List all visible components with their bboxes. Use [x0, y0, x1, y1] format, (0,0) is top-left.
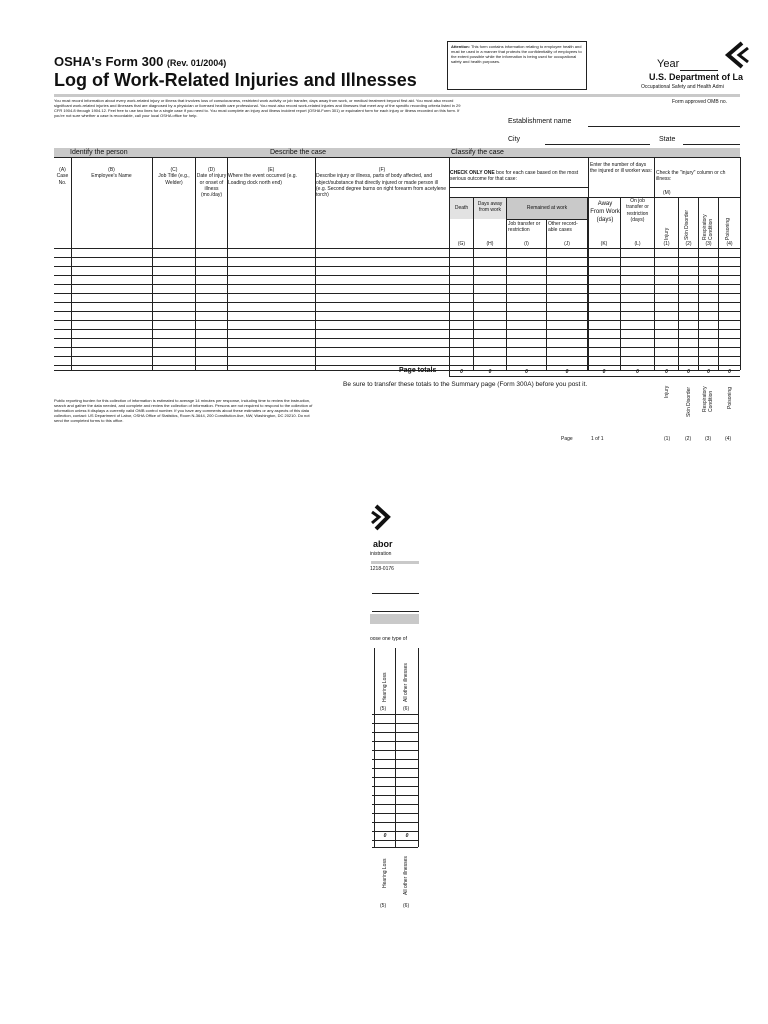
overflow-row-line — [372, 732, 418, 733]
footer-num-1: (1) — [664, 436, 671, 442]
omb-label: Form approved OMB no. — [672, 99, 728, 105]
overflow-labor: abor — [373, 539, 393, 549]
attention-text — [451, 44, 583, 64]
col-g-label: Death — [454, 205, 469, 211]
col-e-header — [228, 167, 314, 186]
row-line — [54, 275, 740, 276]
col-m-letter: (M) — [663, 190, 671, 196]
totals-line — [449, 376, 740, 377]
total-i: 0 — [525, 369, 528, 375]
intro-text: You must record information about every work-related injury or illness that involves loss of consciousness, restricted work activity or job transfer, days away from work, or medical treatment beyond first aid. You must also record significant work-related injuries and illnesses that are diagnosed by a physician or licensed health care professional. You must also record work-related injuries and illnesses that meet any of the specific recording criteria listed in 29 CFR 1904.8 through 1904.12. Feel free to use two lines for a single case if you need to. You must complete an injury and illness incident report (OSHA Form 301) or equivalent form for each injury or illness recorded on this form. If you're not sure whether a case is recordable, call your local OSHA office for help. — [54, 98, 461, 118]
overflow-row-line — [372, 759, 418, 760]
header-rule — [54, 94, 740, 97]
city-field[interactable] — [545, 144, 650, 145]
row-line — [54, 257, 740, 258]
section-identify: Identify the person — [70, 149, 128, 156]
col-b-label: Employee's Name — [91, 173, 132, 180]
col-b-letter: (B) — [108, 167, 115, 173]
row-line — [54, 338, 740, 339]
col-c-letter: (C) — [170, 167, 178, 173]
city-label: City — [508, 136, 521, 143]
col-divider — [740, 157, 741, 370]
total-l: 0 — [636, 369, 639, 375]
year-line — [680, 70, 718, 71]
burden-text: Public reporting burden for this collection of information is estimated to average 14 minutes per response, including time to review the instruction, search and gather the data needed, and complete and review the collection of information. Persons are not required to respond to the collection of information unless it displays a currently valid OMB control number. If you have any comments about these estimates or any aspects of this data collection, contact: US Department of Labor, OSHA Office of Statistics, Room N-3644, 200 Constitution Ave, NW, Washington, DC 20210. Do not send the completed forms to this office. — [54, 398, 313, 423]
state-label: State — [659, 136, 676, 143]
form-number — [54, 54, 226, 69]
row-line — [54, 302, 740, 303]
dol-logo-icon — [370, 503, 392, 533]
col-f-header — [316, 167, 448, 198]
footer-poisoning-label: Poisoning — [727, 387, 733, 409]
overflow-row-line — [372, 840, 418, 841]
col-h-label: Days away from work — [477, 201, 503, 214]
establishment-name-label: Establishment name — [508, 118, 572, 125]
overflow-total-5: 0 — [383, 833, 387, 839]
overflow-all-other: All other illnesses — [403, 663, 409, 702]
overflow-footer-num-6: (6) — [403, 903, 410, 909]
overflow-row-line — [372, 813, 418, 814]
col-c-label: Job Title (e.g., Welder) — [158, 173, 190, 186]
attention-box — [447, 41, 587, 90]
overflow-num-6: (6) — [403, 706, 410, 712]
total-g: 0 — [460, 369, 463, 375]
overflow-num-5: (5) — [380, 706, 387, 712]
overflow-field-line — [372, 611, 419, 612]
col-m4-letter: (4) — [726, 241, 733, 247]
department-name: U.S. Department of La — [649, 72, 744, 82]
col-j-letter: (J) — [564, 241, 570, 247]
page-label: Page — [561, 436, 573, 442]
overflow-row-line — [372, 786, 418, 787]
footer-skin-label: Skin Disorder — [686, 386, 692, 417]
transfer-note: Be sure to transfer these totals to the Summary page (Form 300A) before you post it. — [343, 381, 588, 388]
section-bar — [54, 148, 740, 157]
page-totals-label: Page totals — [399, 367, 437, 374]
row-line — [54, 284, 740, 285]
row-line — [54, 365, 740, 366]
overflow-row-line — [372, 822, 418, 823]
overflow-row-line — [372, 750, 418, 751]
form-revision: (Rev. 01/2004) — [166, 58, 227, 68]
footer-injury-label: Injury — [664, 385, 670, 398]
overflow-col-line — [395, 648, 396, 847]
establishment-name-field[interactable] — [588, 126, 740, 127]
row-line — [54, 266, 740, 267]
col-m1-label: Injury — [664, 227, 670, 240]
col-k-letter: (K) — [600, 241, 608, 247]
overflow-row-line — [372, 847, 418, 848]
agency-name: Occupational Safety and Health Admi — [641, 84, 724, 90]
overflow-row-line — [372, 714, 418, 715]
col-k-label: Away From Work (days) — [590, 201, 620, 224]
table-top-line — [54, 157, 740, 158]
overflow-row-line — [372, 723, 418, 724]
overflow-row-line — [372, 768, 418, 769]
overflow-row-line — [372, 777, 418, 778]
grid-line — [449, 187, 588, 188]
page-title: Log of Work-Related Injuries and Illnesses — [54, 70, 417, 90]
col-m1-letter: (1) — [663, 241, 670, 247]
col-c-header — [153, 167, 195, 186]
overflow-col-line — [418, 648, 419, 847]
row-line — [54, 248, 740, 249]
overflow-row-line — [372, 831, 418, 832]
overflow-choose: oose one type of — [370, 636, 407, 642]
overflow-row-line — [372, 804, 418, 805]
check-only-one-rest: box for each case based on the most serious outcome for that case: — [450, 170, 579, 183]
attention-body: This form contains information relating to employee health and must be used in a manner that protects the confidentiality of employees to the extent possible while the information is being used for occupational safety and health purposes. — [451, 44, 582, 64]
overflow-row-line — [372, 795, 418, 796]
col-e-letter: (E) — [267, 167, 275, 173]
remained-at-work-label: Remained at work — [526, 205, 568, 211]
col-f-label: Describe injury or illness, parts of body affected, and object/substance that directly injured or made person ill (e.g. Second degree burns on right forearm from acetylene torch) — [316, 173, 447, 198]
col-i-letter: (I) — [524, 241, 529, 247]
col-a-header — [54, 167, 71, 186]
check-injury-instruction: Check the "injury" column or ch illness: — [656, 170, 726, 183]
page-value: 1 of 1 — [591, 436, 604, 442]
check-only-one-bold: CHECK ONLY ONE — [450, 170, 495, 176]
footer-num-4: (4) — [725, 436, 732, 442]
row-line — [54, 311, 740, 312]
col-d-label: Date of injury or onset of illness (mo./day) — [196, 173, 227, 198]
total-h: 0 — [488, 369, 492, 375]
overflow-istration: inistration — [370, 551, 392, 557]
col-l-letter: (L) — [634, 241, 641, 247]
footer-respiratory-label — [703, 376, 714, 412]
col-l-label: On job transfer or restriction (days) — [626, 198, 649, 223]
form-number-text: OSHA's Form 300 — [54, 54, 164, 69]
row-line — [54, 329, 740, 330]
col-e-label: Where the event occurred (e.g. Loading dock north end) — [228, 173, 297, 186]
state-field[interactable] — [683, 144, 740, 145]
col-j-label: Other record-able cases — [548, 221, 578, 234]
total-m4: 0 — [728, 369, 731, 375]
col-a-letter: (A) — [59, 167, 66, 173]
overflow-row-line — [372, 741, 418, 742]
overflow-section-bar — [370, 614, 419, 624]
col-i-label: Job transfer or restriction — [508, 221, 541, 234]
col-b-header — [71, 167, 152, 180]
overflow-footer-all-other: All other illnesses — [403, 856, 409, 895]
col-m4-label: Poisoning — [725, 218, 731, 240]
col-d-header — [196, 167, 227, 198]
col-m3-label — [703, 204, 714, 240]
col-f-letter: (F) — [378, 167, 386, 173]
year-label: Year — [657, 58, 680, 70]
overflow-hearing-loss: Hearing Loss — [382, 672, 388, 702]
col-g-letter: (G) — [457, 241, 466, 247]
overflow-field-line — [372, 593, 419, 594]
col-m3-letter: (3) — [705, 241, 712, 247]
row-line — [54, 293, 740, 294]
overflow-col-line — [374, 648, 375, 847]
row-line — [54, 356, 740, 357]
enter-days-instruction: Enter the number of days the injured or ill worker was: — [590, 162, 652, 175]
col-h-letter: (H) — [486, 241, 494, 247]
col-a-label: Case No. — [56, 173, 69, 186]
total-m2: 0 — [687, 369, 690, 375]
footer-respiratory-text: Respiratory Condition — [702, 386, 714, 412]
overflow-footer-hearing-loss: Hearing Loss — [382, 858, 388, 888]
footer-num-2: (2) — [685, 436, 692, 442]
total-k: 0 — [602, 369, 606, 375]
section-describe: Describe the case — [270, 149, 327, 156]
overflow-total-6: 0 — [405, 833, 409, 839]
grid-line — [506, 219, 587, 220]
overflow-footer-num-5: (5) — [380, 903, 387, 909]
check-only-one-instruction — [450, 170, 586, 183]
row-line — [54, 320, 740, 321]
col-m2-letter: (2) — [685, 241, 692, 247]
section-classify: Classify the case — [451, 149, 504, 156]
footer-num-3: (3) — [705, 436, 712, 442]
col-m2-label: Skin Disorder — [684, 209, 690, 240]
overflow-omb: 1218-0176 — [370, 566, 394, 572]
attention-label: Attention: — [451, 44, 470, 49]
dol-logo-icon — [720, 40, 750, 70]
total-m3: 0 — [707, 369, 710, 375]
total-j: 0 — [565, 369, 569, 375]
overflow-rule — [371, 561, 419, 564]
total-m1: 0 — [665, 369, 668, 375]
col-d-letter: (D) — [208, 167, 215, 173]
col-m3-label-text: Respiratory Condition — [702, 214, 714, 240]
row-line — [54, 347, 740, 348]
